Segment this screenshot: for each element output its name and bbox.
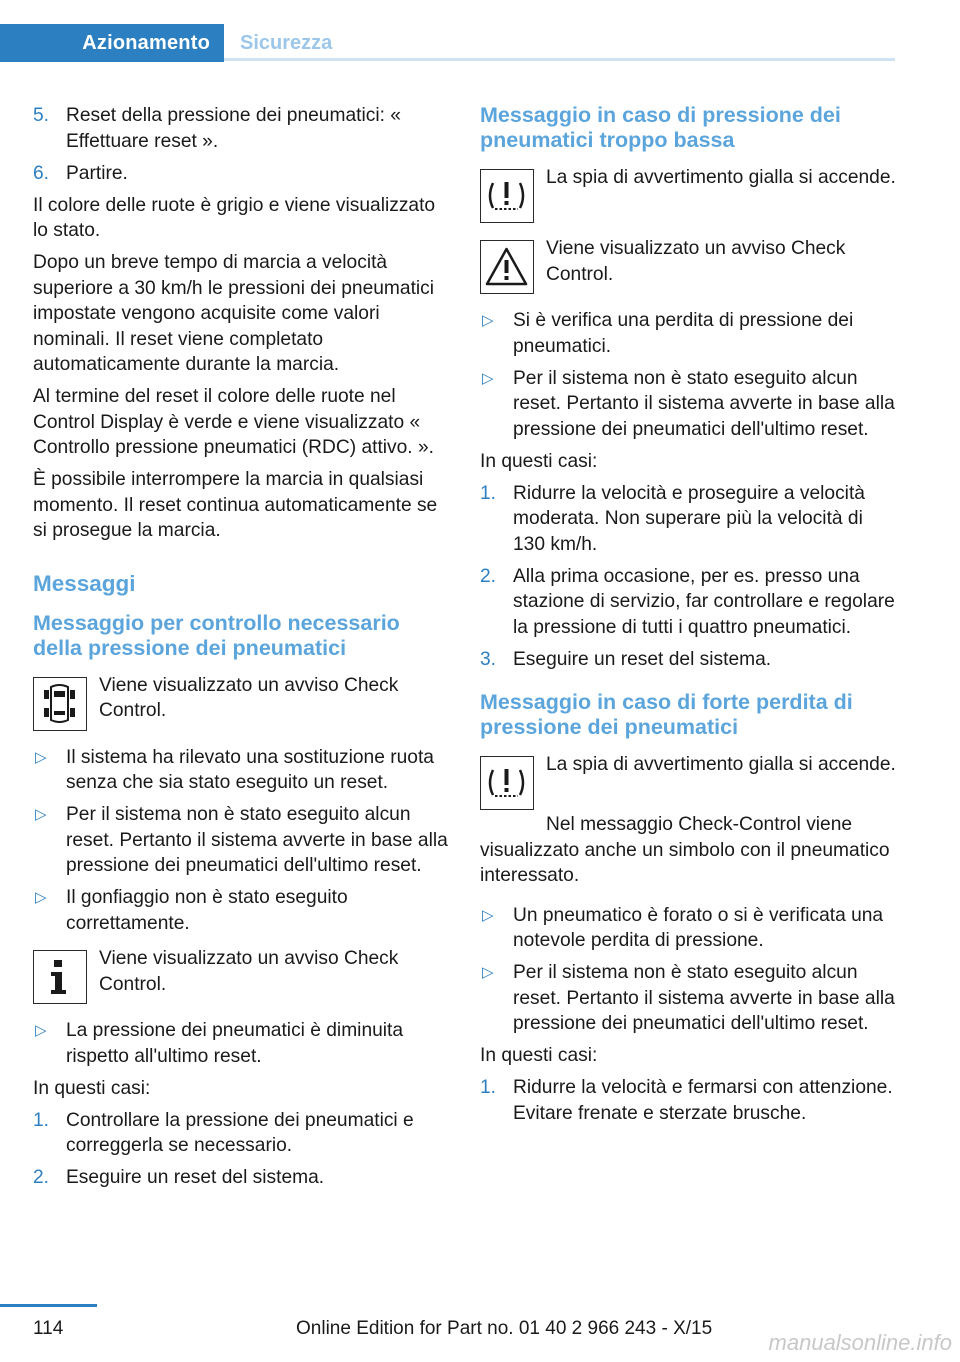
bullet-triangle-icon: ▷ [35, 748, 47, 766]
bullet-text: Si è verifica una perdita di pressione dei pneumatici. [513, 310, 854, 357]
tab-sicurezza[interactable]: Sicurezza [240, 32, 333, 54]
tyre-warning-icon [480, 169, 534, 223]
step-text: Ridurre la velocità e fermarsi con attenzione. Evitare frenate e sterzate brusche. [513, 1077, 893, 1124]
icon-note [480, 752, 896, 810]
bullet-triangle-icon: ▷ [35, 889, 47, 906]
tyre-warning-icon [480, 756, 534, 810]
bullet-text: Per il sistema non è stato eseguito alcun reset. Pertanto il sistema avverte in base alla pressione dei pneumatici dell'ultimo reset. [513, 367, 895, 440]
bullet-item [33, 745, 449, 796]
step-number: 1. [33, 1109, 50, 1131]
step-text: Reset della pressione dei pneumatici: « Effettuare reset ». [66, 105, 401, 152]
header-rule [224, 58, 895, 61]
paragraph: In questi casi: [480, 450, 598, 472]
watermark: manualsonline.info [768, 1330, 952, 1355]
heading-controllo-pressione: Messaggio per controllo necessario della pressione dei pneumatici [33, 610, 400, 660]
left-column [33, 103, 449, 1197]
heading-pressione-bassa: Messaggio in caso di pressione dei pneumatici troppo bassa [480, 103, 841, 152]
bullet-item [33, 885, 449, 936]
edition-footer: Online Edition for Part no. 01 40 2 966 243 - X/15 [296, 1318, 713, 1339]
icon-note [33, 946, 449, 1004]
step-1 [480, 481, 896, 558]
paragraph: È possibile interrompere la marcia in qualsiasi momento. Il reset continua automaticamente se si prosegue la marcia. [33, 469, 438, 541]
icon-note-text: Viene visualizzato un avviso Check Control. [546, 238, 846, 285]
bullet-triangle-icon: ▷ [35, 806, 47, 823]
bullet-item [33, 802, 449, 879]
page-number: 114 [33, 1318, 64, 1339]
step-1 [480, 1075, 896, 1126]
step-1 [33, 1108, 449, 1159]
bullet-text: Per il sistema non è stato eseguito alcun reset. Pertanto il sistema avverte in base alla pressione dei pneumatici dell'ultimo reset. [513, 962, 895, 1034]
paragraph: Il colore delle ruote è grigio e viene visualizzato lo stato. [33, 194, 436, 241]
bullet-triangle-icon: ▷ [482, 369, 494, 387]
step-text: Controllare la pressione dei pneumatici e correggerla se necessario. [66, 1109, 414, 1156]
info-icon [33, 950, 87, 1004]
tab-azionamento[interactable]: Azionamento [0, 24, 224, 62]
car-tyres-icon [33, 677, 87, 731]
heading-forte-perdita: Messaggio in caso di forte perdita di pressione dei pneumatici [480, 690, 853, 739]
bullet-item [480, 366, 896, 443]
bullet-item [480, 308, 896, 359]
step-number: 2. [480, 565, 497, 587]
icon-note-text: Viene visualizzato un avviso Check Control. [99, 674, 399, 721]
paragraph: Al termine del reset il colore delle ruote nel Control Display è verde e viene visualizzato « Controllo pressione pneumatici (RDC) attivo. ». [33, 386, 434, 458]
step-text: Ridurre la velocità e proseguire a velocità moderata. Non superare più la velocità di 130 km/h. [513, 482, 865, 555]
step-3 [480, 647, 896, 673]
page-number-rule [0, 1304, 97, 1307]
icon-note [480, 236, 896, 294]
paragraph: Nel messaggio Check-Control viene visualizzato anche un simbolo con il pneumatico interessato. [480, 814, 890, 886]
step-text: Eseguire un reset del sistema. [513, 648, 772, 670]
bullet-text: Un pneumatico è forato o si è verificata una notevole perdita di pressione. [513, 904, 884, 951]
step-text: Alla prima occasione, per es. presso una stazione di servizio, far controllare e regolare la pressione di tutti i quattro pneumatici. [513, 565, 895, 638]
step-number: 5. [33, 105, 50, 126]
bullet-triangle-icon: ▷ [482, 312, 494, 329]
icon-note [480, 165, 896, 223]
bullet-triangle-icon: ▷ [35, 1022, 47, 1039]
right-column [480, 103, 896, 1133]
icon-note [33, 673, 449, 731]
bullet-item [480, 960, 896, 1037]
paragraph: Dopo un breve tempo di marcia a velocità superiore a 30 km/h le pressioni dei pneumatici impostate vengono acquisite come valori nominali. Il reset viene completato automaticamente durante la marcia. [33, 252, 435, 375]
step-2 [33, 1165, 449, 1191]
icon-note-text: La spia di avvertimento gialla si accende. [546, 754, 896, 775]
step-number: 1. [480, 1077, 497, 1098]
bullet-text: Il gonfiaggio non è stato eseguito correttamente. [66, 887, 348, 934]
step-text: Eseguire un reset del sistema. [66, 1167, 325, 1188]
bullet-triangle-icon: ▷ [482, 906, 494, 924]
paragraph: In questi casi: [33, 1077, 151, 1099]
bullet-text: Per il sistema non è stato eseguito alcun reset. Pertanto il sistema avverte in base alla pressione dei pneumatici dell'ultimo reset. [66, 804, 448, 876]
step-number: 6. [33, 162, 50, 184]
step-number: 3. [480, 648, 497, 670]
warning-triangle-icon [480, 240, 534, 294]
step-number: 1. [480, 482, 497, 504]
bullet-text: La pressione dei pneumatici è diminuita rispetto all'ultimo reset. [66, 1020, 404, 1067]
step-text: Partire. [66, 162, 128, 184]
paragraph: In questi casi: [480, 1045, 598, 1066]
bullet-item [480, 903, 896, 954]
header-bar [0, 24, 895, 62]
step-2 [480, 564, 896, 641]
step-number: 2. [33, 1167, 50, 1188]
bullet-triangle-icon: ▷ [482, 964, 494, 981]
bullet-item [33, 1018, 449, 1069]
bullet-text: Il sistema ha rilevato una sostituzione ruota senza che sia stato eseguito un reset. [66, 746, 434, 793]
icon-note-text: Viene visualizzato un avviso Check Control. [99, 948, 399, 995]
step-5 [33, 103, 449, 154]
heading-messaggi: Messaggi [33, 570, 136, 596]
step-6 [33, 161, 449, 187]
icon-note-text: La spia di avvertimento gialla si accende. [546, 167, 896, 188]
